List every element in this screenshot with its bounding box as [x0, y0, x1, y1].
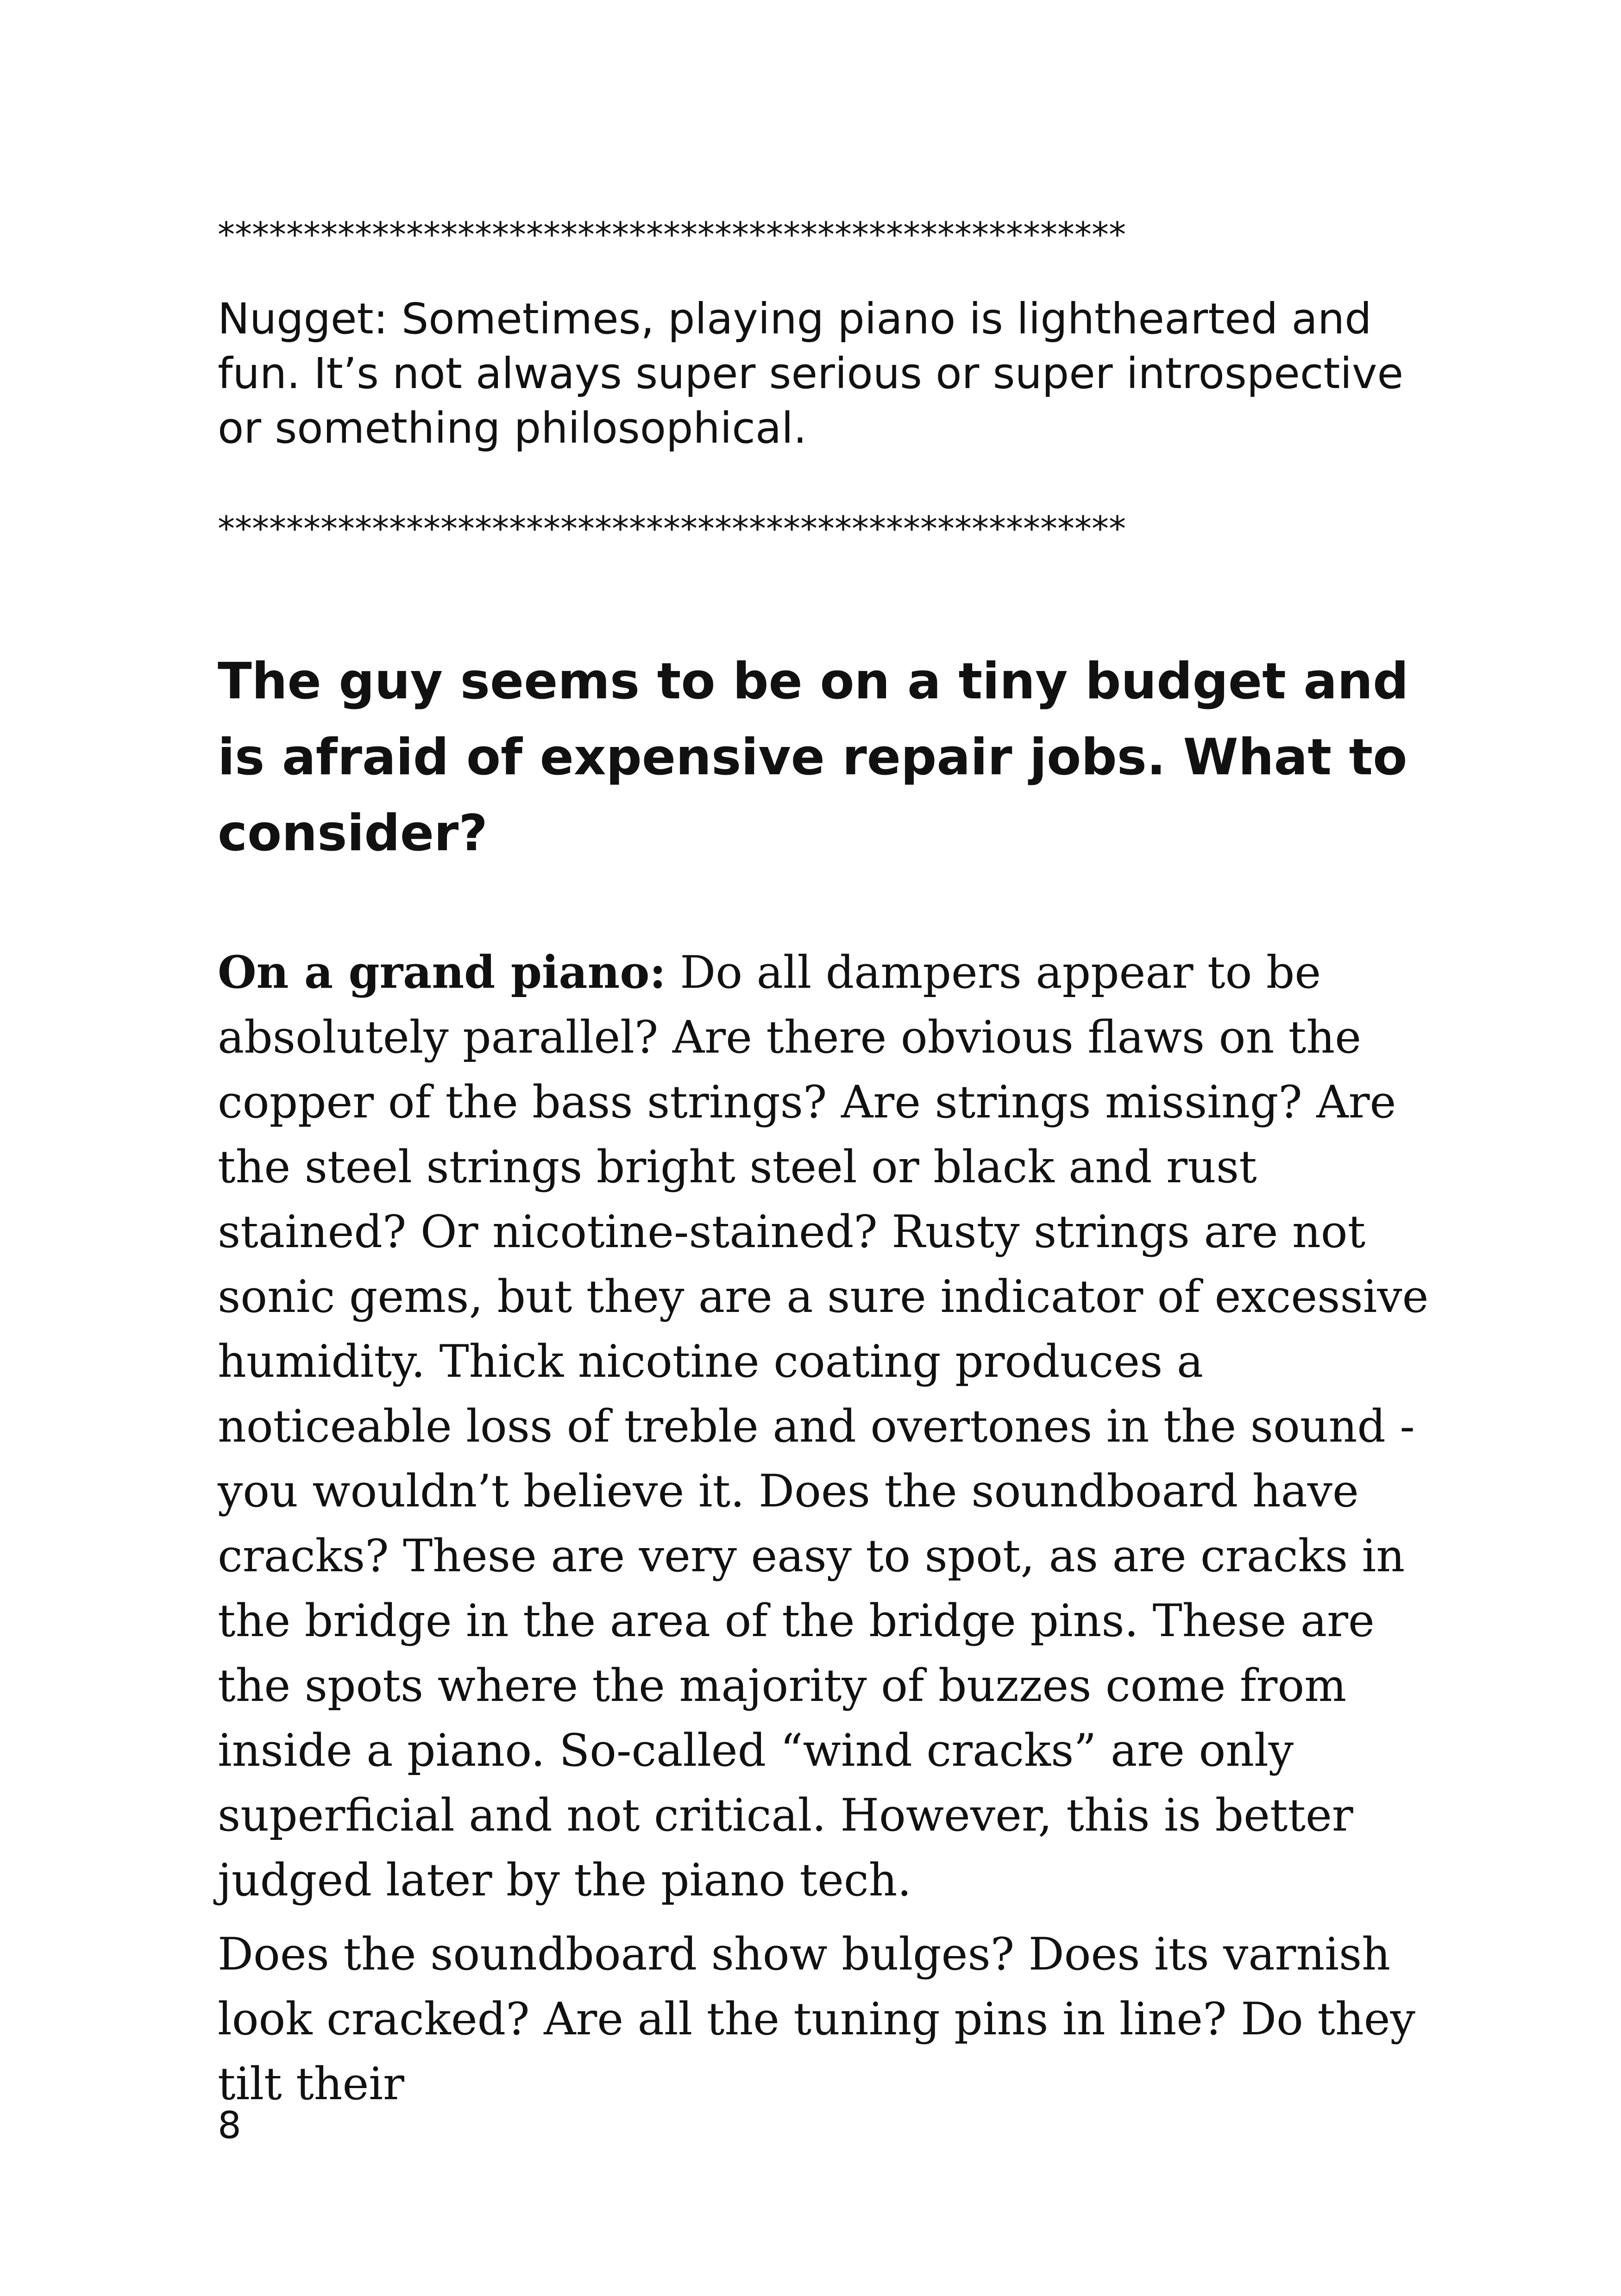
paragraph-lead: On a grand piano:: [218, 946, 666, 998]
section-heading: The guy seems to be on a tiny budget and is afraid of expensive repair jobs. What to consider?: [218, 652, 1409, 862]
nugget-text: Nugget: Sometimes, playing piano is lighthearted and fun. It’s not always super serious or super introspective or something philosophical.: [218, 294, 1404, 453]
page-number: 8: [218, 2104, 241, 2147]
separator-top: *****************************************************: [218, 218, 1126, 252]
separator-bottom: *****************************************************: [218, 512, 1126, 546]
body-paragraph-2: Does the soundboard show bulges? Does its varnish look cracked? Are all the tuning pins in line? Do they tilt their: [218, 1928, 1415, 2110]
paragraph-text: Do all dampers appear to be absolutely parallel? Are there obvious flaws on the copper of the bass strings? Are strings missing? Are the steel strings bright steel or black and rust stained? Or nicotine-stained? Rusty strings are not sonic gems, but they are a sure indicator of excessive humidity. Thick nicotine coating produces a noticeable loss of treble and overtones in the sound - you wouldn’t believe it. Does the soundboard have cracks? These are very easy to spot, as are cracks in the bridge in the area of the bridge pins. These are the spots where the majority of buzzes come from inside a piano. So-called “wind cracks” are only superficial and not critical. However, this is better judged later by the piano tech.: [218, 947, 1429, 1906]
body-paragraph-1: [218, 940, 1431, 1913]
